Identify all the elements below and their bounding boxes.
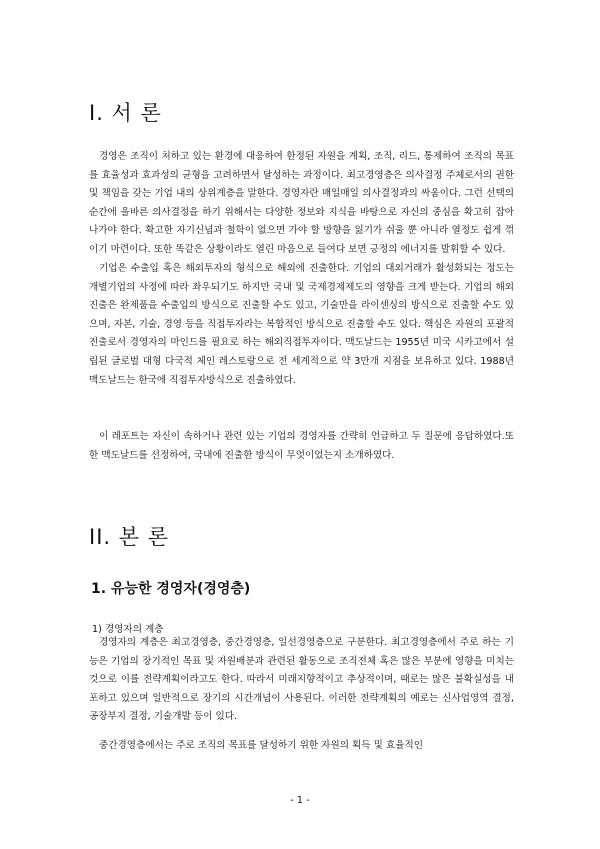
intro-paragraph-2: 기업은 수출입 혹은 해외투자의 형식으로 해외에 진출한다. 기업의 대외거래가 활성화되는 정도는 개별기업의 사정에 따라 좌우되기도 하지만 국내 및 국제경제제도의 영향을 크게 받는다. 기업의 해외진출은 완제품을 수출입의 방식으로 진출할 수도 있고, 기술만을 라이센싱의 방식으로 진출할 수도 있으며, 자본, 기술, 경영 등을 직접투자라는 복합적인 방식으로 진출할 수도 있다. 핵심은 자원의 포괄적 진출로서 경영자의 마인드를 필요로 하는 해외직접투자이다. 맥도날드는 1955년 미국 시카고에서 설립된 글로벌 대형 다국적 체인 레스토랑으로 전 세계적으로 약 3만개 지점을 보유하고 있다. 1988년 맥도날드는 한국에 직접투자방식으로 진출하였다. [89, 263, 514, 386]
sub-sub-title: 1) 경영자의 계층 [92, 624, 164, 635]
body-paragraph-1: 경영자의 계층은 최고경영층, 중간경영층, 일선경영층으로 구분한다. 최고경영층에서 주로 하는 기능은 기업의 장기적인 목표 및 자원배분과 관련된 활동으로 조직전체 혹은 많은 부분에 영향을 미치는 것으로 이를 전략계획이라고도 한다. 따라서 미래지향적이고 추상적이며, 때로는 많은 불확실성을 내포하고 있으며 일반적으로 장기의 시간개념이 사용된다. 이러한 전략계획의 예로는 신사업영역 결정, 공장부지 결정, 기술개발 등이 있다. [89, 637, 514, 723]
page-number: - 1 - [290, 795, 310, 806]
subsection-title: 1. 유능한 경영자(경영층) [91, 581, 251, 597]
section-title-introduction: I. 서 론 [89, 101, 162, 125]
intro-paragraph-3: 이 레포트는 자신이 속하거나 관련 있는 기업의 경영자를 간략히 언급하고 두 질문에 응답하였다.또한 맥도날드를 선정하여, 국내에 진출한 방식이 무엇이었는지 소개하였다. [89, 431, 514, 461]
body-paragraph-2: 중간경영층에서는 주로 조직의 목표를 달성하기 위한 자원의 획득 및 효율적인 [99, 740, 424, 751]
intro-paragraph-1: 경영은 조직이 처하고 있는 환경에 대응하여 한정된 자원을 계획, 조직, 리드, 통제하여 조직의 목표를 효율성과 효과성의 균형을 고려하면서 달성하는 과정이다. 최고경영층은 의사결정 주체로서의 권한 및 책임을 갖는 기업 내의 상위계층을 말한다. 경영자란 매일매일 의사결정과의 싸움이다. 그런 선택의 순간에 올바른 의사결정을 하기 위해서는 다양한 정보와 지식을 바탕으로 자신의 중심을 확고히 잡아 나가야 한다. 확고한 자기신념과 철학이 없으면 가야 할 방향을 잃기가 쉬울 뿐 아니라 열정도 쉽게 꺾이기 마련이다. 또한 똑같은 상황이라도 열린 마음으로 들여다 보면 긍정의 에너지를 발휘할 수 있다. [89, 151, 514, 255]
section-title-body: II. 본 론 [89, 525, 169, 549]
